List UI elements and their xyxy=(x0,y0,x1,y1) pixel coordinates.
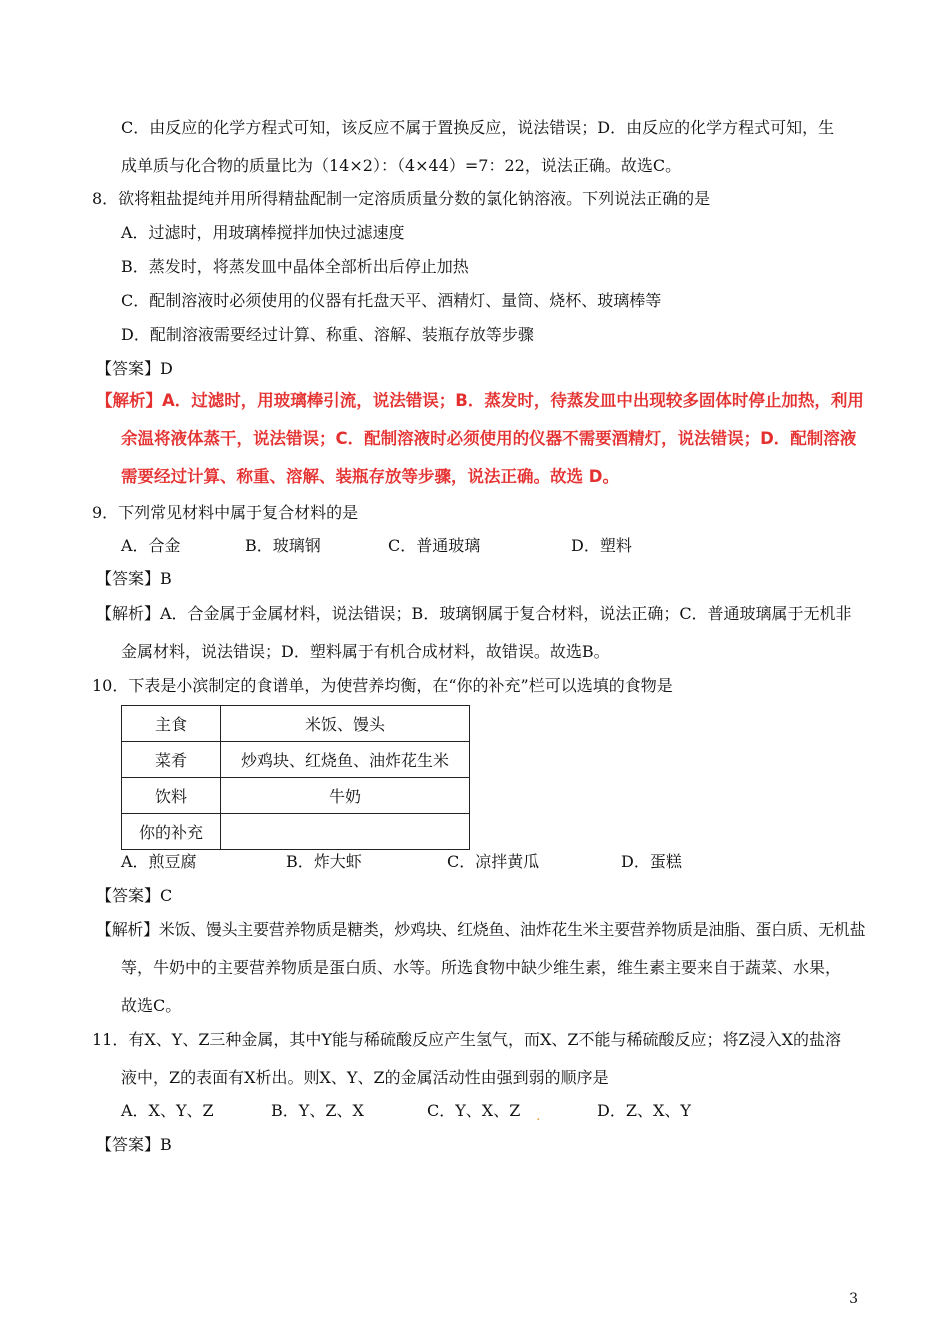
table-row xyxy=(122,778,470,814)
q8-answer: 【答案】D xyxy=(96,359,173,378)
q11-answer: 【答案】B xyxy=(96,1135,172,1154)
q11-option-a: A．X、Y、Z xyxy=(121,1101,214,1120)
table-cell: 饮料 xyxy=(122,778,221,814)
q8-stem: 8．欲将粗盐提纯并用所得精盐配制一定溶质质量分数的氯化钠溶液。下列说法正确的是 xyxy=(92,189,711,208)
q9-analysis-line-2: 金属材料，说法错误；D．塑料属于有机合成材料，故错误。故选B。 xyxy=(121,642,610,661)
q10-analysis-line-2: 等，牛奶中的主要营养物质是蛋白质、水等。所选食物中缺少维生素，维生素主要来自于蔬菜、水果， xyxy=(121,958,842,977)
q8-analysis-line-1: 【解析】A．过滤时，用玻璃棒引流，说法错误；B．蒸发时，待蒸发皿中出现较多固体时停止加热，利用 xyxy=(96,391,864,410)
q10-option-b: B．炸大虾 xyxy=(286,852,362,871)
q9-option-a: A．合金 xyxy=(121,536,181,555)
q10-answer: 【答案】C xyxy=(96,886,173,905)
table-cell: 米饭、馒头 xyxy=(221,706,470,742)
q10-option-d: D．蛋糕 xyxy=(621,852,682,871)
q11-option-c: C．Y、X、Z xyxy=(427,1101,521,1120)
q10-option-c: C．凉拌黄瓜 xyxy=(447,852,540,871)
table-row xyxy=(122,814,470,850)
q9-answer: 【答案】B xyxy=(96,569,172,588)
menu-table xyxy=(121,705,470,850)
table-row xyxy=(122,706,470,742)
q9-option-b: B．玻璃钢 xyxy=(245,536,321,555)
q11-stem-line-2: 液中，Z的表面有X析出。则X、Y、Z的金属活动性由强到弱的顺序是 xyxy=(121,1068,609,1087)
q8-option-a: A．过滤时，用玻璃棒搅拌加快过滤速度 xyxy=(121,223,405,242)
table-cell: 炒鸡块、红烧鱼、油炸花生米 xyxy=(221,742,470,778)
q8-option-b: B．蒸发时，将蒸发皿中晶体全部析出后停止加热 xyxy=(121,257,469,276)
table-cell: 菜肴 xyxy=(122,742,221,778)
q10-analysis-line-1: 【解析】米饭、馒头主要营养物质是糖类，炒鸡块、红烧鱼、油炸花生米主要营养物质是油脂、蛋白质、无机盐 xyxy=(96,920,866,939)
page-number: 3 xyxy=(849,1291,858,1307)
q10-analysis-line-3: 故选C。 xyxy=(121,996,182,1015)
stray-dot-mark: . xyxy=(536,1108,541,1124)
q10-stem: 10．下表是小滨制定的食谱单，为使营养均衡，在“你的补充”栏可以选填的食物是 xyxy=(92,676,673,695)
table-cell: 牛奶 xyxy=(221,778,470,814)
q8-analysis-line-3: 需要经过计算、称重、溶解、装瓶存放等步骤，说法正确。故选 D。 xyxy=(121,467,619,486)
q7-analysis-line-2: 成单质与化合物的质量比为（14×2）：（4×44）=7：22，说法正确。故选C。 xyxy=(121,156,682,175)
q8-analysis-line-2: 余温将液体蒸干，说法错误；C．配制溶液时必须使用的仪器不需要酒精灯，说法错误；D．配制溶液 xyxy=(121,429,857,448)
q11-stem-line-1: 11．有X、Y、Z三种金属，其中Y能与稀硫酸反应产生氢气，而X、Z不能与稀硫酸反应；将Z浸入X的盐溶 xyxy=(92,1030,842,1049)
q7-analysis-line-1: C．由反应的化学方程式可知，该反应不属于置换反应，说法错误；D．由反应的化学方程式可知，生 xyxy=(121,118,835,137)
table-row xyxy=(122,742,470,778)
q8-option-d: D．配制溶液需要经过计算、称重、溶解、装瓶存放等步骤 xyxy=(121,325,534,344)
q10-option-a: A．煎豆腐 xyxy=(121,852,197,871)
q9-option-c: C．普通玻璃 xyxy=(388,536,481,555)
q9-analysis-line-1: 【解析】A．合金属于金属材料，说法错误；B．玻璃钢属于复合材料，说法正确；C．普通玻璃属于无机非 xyxy=(96,604,852,623)
q8-option-c: C．配制溶液时必须使用的仪器有托盘天平、酒精灯、量筒、烧杯、玻璃棒等 xyxy=(121,291,662,310)
table-cell: 你的补充 xyxy=(122,814,221,850)
table-cell xyxy=(221,814,470,850)
q9-option-d: D．塑料 xyxy=(571,536,632,555)
q11-option-d: D．Z、X、Y xyxy=(597,1101,691,1120)
q11-option-b: B．Y、Z、X xyxy=(271,1101,364,1120)
q9-stem: 9．下列常见材料中属于复合材料的是 xyxy=(92,503,359,522)
table-cell: 主食 xyxy=(122,706,221,742)
